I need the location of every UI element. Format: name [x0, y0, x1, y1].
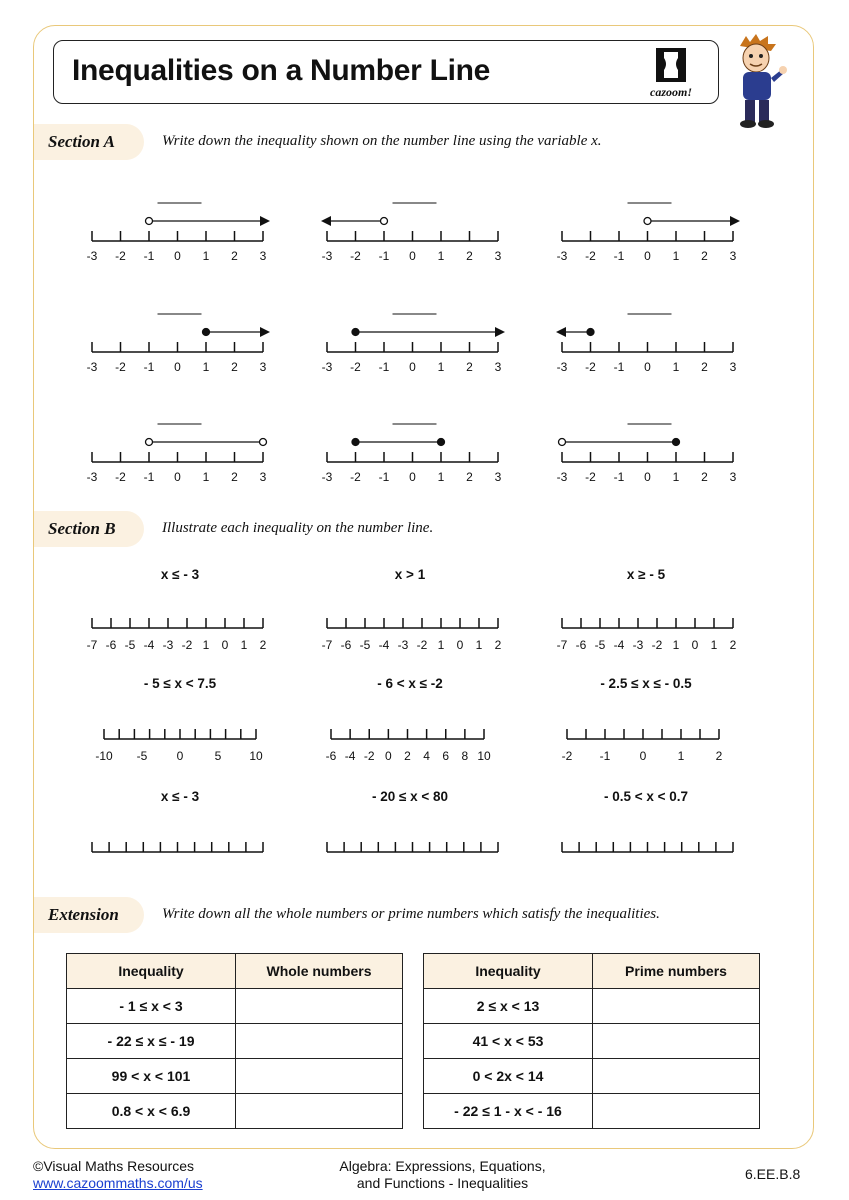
- number-line-tick-label: 0: [174, 470, 181, 484]
- number-line-tick-label: 1: [240, 638, 248, 652]
- number-line-tick-label: 0: [644, 249, 651, 263]
- number-line-tick-label: 3: [494, 360, 502, 374]
- number-line-tick-label: 2: [231, 360, 238, 374]
- number-line-tick-label: 2: [701, 470, 708, 484]
- number-line-tick-label: 0: [174, 249, 181, 263]
- number-line-tick-label: -2: [585, 470, 596, 484]
- number-line-tick-label: -3: [556, 360, 568, 374]
- number-line-tick-label: 2: [231, 249, 238, 263]
- number-line-tick-label: -6: [575, 638, 587, 652]
- number-line-tick-label: -5: [359, 638, 371, 652]
- number-line-tick-label: -3: [321, 360, 333, 374]
- number-line-tick-label: -2: [181, 638, 193, 652]
- number-line-tick-label: -3: [86, 360, 98, 374]
- closed-circle-icon: [352, 439, 359, 446]
- number-line-tick-label: 1: [672, 470, 680, 484]
- number-line-tick-label: -7: [321, 638, 333, 652]
- extension-label: Extension: [48, 905, 119, 924]
- number-line-tick-label: 1: [672, 249, 680, 263]
- arrow-right-icon: [260, 327, 270, 337]
- table-header: Whole numbers: [236, 954, 403, 989]
- number-line-tick-label: 0: [644, 360, 651, 374]
- number-line-tick-label: 3: [259, 360, 267, 374]
- closed-circle-icon: [673, 439, 680, 446]
- number-line-tick-label: 1: [437, 249, 445, 263]
- number-line-tick-label: -7: [86, 638, 98, 652]
- number-line-tick-label: -3: [556, 470, 568, 484]
- number-line-tick-label: -4: [613, 638, 625, 652]
- number-line-tick-label: 4: [423, 749, 430, 763]
- number-line-tick-label: -3: [86, 470, 98, 484]
- number-line-tick-label: -3: [321, 470, 333, 484]
- number-line-tick-label: 6: [442, 749, 450, 763]
- extension-instruction: Write down all the whole numbers or prime numbers which satisfy the inequalities.: [162, 906, 660, 922]
- number-line-tick-label: 2: [404, 749, 411, 763]
- number-line-tick-label: -7: [556, 638, 568, 652]
- number-line-tick-label: -2: [115, 360, 126, 374]
- open-circle-icon: [559, 439, 566, 446]
- number-line-tick-label: 1: [437, 470, 445, 484]
- number-line-tick-label: -2: [363, 749, 375, 763]
- open-circle-icon: [381, 218, 388, 225]
- number-line-tick-label: 3: [259, 249, 267, 263]
- closed-circle-icon: [587, 329, 594, 336]
- footer-topic-line1: Algebra: Expressions, Equations,: [339, 1158, 546, 1174]
- page-title: Inequalities on a Number Line: [72, 54, 491, 87]
- number-line-tick-label: 0: [409, 249, 416, 263]
- number-line-tick-label: 0: [174, 360, 181, 374]
- open-circle-icon: [260, 439, 267, 446]
- number-line-tick-label: 2: [466, 360, 473, 374]
- inequality-cell: 99 < x < 101: [67, 1059, 236, 1094]
- table-header: Prime numbers: [593, 954, 760, 989]
- number-line-tick-label: 5: [214, 749, 222, 763]
- number-line-tick-label: 0: [176, 749, 184, 763]
- number-line-tick-label: -5: [136, 749, 148, 763]
- number-line-tick-label: -1: [143, 249, 155, 263]
- number-line-tick-label: -2: [115, 249, 126, 263]
- inequality-cell: - 1 ≤ x < 3: [67, 989, 236, 1024]
- number-line-tick-label: 3: [729, 249, 737, 263]
- number-line-tick-label: -3: [556, 249, 568, 263]
- number-line-tick-label: 1: [475, 638, 483, 652]
- number-line-tick-label: 2: [701, 360, 708, 374]
- number-line-tick-label: 3: [729, 360, 737, 374]
- number-line-tick-label: -5: [594, 638, 606, 652]
- inequality-cell: 41 < x < 53: [424, 1024, 593, 1059]
- number-line-tick-label: 3: [259, 470, 267, 484]
- number-line-tick-label: 0: [409, 470, 416, 484]
- number-line-tick-label: -6: [340, 638, 352, 652]
- section-b-inequality-3: x ≥ - 5: [626, 567, 666, 582]
- footer-copyright: ©Visual Maths Resources: [33, 1158, 195, 1174]
- number-line-tick-label: 0: [456, 638, 464, 652]
- closed-circle-icon: [438, 439, 445, 446]
- number-line-tick-label: -2: [350, 360, 361, 374]
- number-line-tick-label: 2: [259, 638, 267, 652]
- number-line-tick-label: 0: [639, 749, 647, 763]
- number-line-tick-label: -3: [321, 249, 333, 263]
- number-line-tick-label: -1: [378, 470, 390, 484]
- arrow-right-icon: [730, 216, 740, 226]
- number-line-tick-label: -1: [613, 249, 625, 263]
- footer-standard-code: 6.EE.B.8: [745, 1166, 801, 1182]
- number-line-tick-label: 10: [477, 749, 491, 763]
- section-b-inequality-7: x ≤ - 3: [160, 789, 200, 804]
- number-line-tick-label: -3: [86, 249, 98, 263]
- section-b-inequality-1: x ≤ - 3: [160, 567, 200, 582]
- number-line-tick-label: 3: [729, 470, 737, 484]
- number-line-tick-label: -4: [143, 638, 155, 652]
- closed-circle-icon: [352, 329, 359, 336]
- number-line-tick-label: 3: [494, 249, 502, 263]
- number-line-tick-label: 1: [672, 360, 680, 374]
- number-line-tick-label: 1: [437, 360, 445, 374]
- number-line-tick-label: 1: [202, 249, 210, 263]
- number-line-tick-label: -2: [585, 249, 596, 263]
- number-line-tick-label: 2: [715, 749, 723, 763]
- number-line-tick-label: -3: [632, 638, 644, 652]
- closed-circle-icon: [203, 329, 210, 336]
- number-line-tick-label: 3: [494, 470, 502, 484]
- number-line-tick-label: 8: [461, 749, 469, 763]
- inequality-cell: - 22 ≤ x ≤ - 19: [67, 1024, 236, 1059]
- arrow-right-icon: [260, 216, 270, 226]
- table-header: Inequality: [424, 954, 593, 989]
- inequality-cell: 2 ≤ x < 13: [424, 989, 593, 1024]
- number-line-tick-label: -6: [325, 749, 337, 763]
- number-line-tick-label: 2: [466, 470, 473, 484]
- number-line-tick-label: -2: [350, 470, 361, 484]
- number-line-tick-label: 1: [202, 470, 210, 484]
- number-line-tick-label: 2: [466, 249, 473, 263]
- open-circle-icon: [146, 218, 153, 225]
- section-b-inequality-4: - 5 ≤ x < 7.5: [143, 676, 217, 691]
- number-line-tick-label: 10: [249, 749, 263, 763]
- inequality-cell: 0 < 2x < 14: [424, 1059, 593, 1094]
- arrow-right-icon: [495, 327, 505, 337]
- number-line-tick-label: -10: [95, 749, 113, 763]
- number-line-tick-label: 2: [729, 638, 737, 652]
- section-b-inequality-5: - 6 < x ≤ -2: [377, 676, 443, 691]
- section-b-label: Section B: [48, 519, 116, 538]
- footer-url-link[interactable]: www.cazoommaths.com/us: [33, 1175, 203, 1191]
- number-line-tick-label: 1: [202, 360, 210, 374]
- table-header: Inequality: [67, 954, 236, 989]
- number-line-tick-label: -2: [561, 749, 573, 763]
- section-b-inequality-2: x > 1: [394, 567, 426, 582]
- section-b-inequality-6: - 2.5 ≤ x ≤ - 0.5: [600, 676, 692, 691]
- number-line-tick-label: 2: [494, 638, 502, 652]
- number-line-tick-label: -6: [105, 638, 117, 652]
- number-line-tick-label: -4: [378, 638, 390, 652]
- section-a-instruction: Write down the inequality shown on the number line using the variable x.: [162, 133, 602, 149]
- number-line-tick-label: -1: [143, 360, 155, 374]
- number-line-tick-label: 0: [691, 638, 699, 652]
- number-line-tick-label: -1: [613, 360, 625, 374]
- number-line-tick-label: -2: [350, 249, 361, 263]
- arrow-left-icon: [556, 327, 566, 337]
- logo-text: cazoom!: [650, 85, 692, 99]
- number-line-tick-label: 0: [221, 638, 229, 652]
- number-line-tick-label: -2: [585, 360, 596, 374]
- number-line-tick-label: -1: [599, 749, 611, 763]
- number-line-tick-label: 1: [672, 638, 680, 652]
- number-line-tick-label: -1: [378, 360, 390, 374]
- section-b-inequality-9: - 0.5 < x < 0.7: [603, 789, 689, 804]
- number-line-tick-label: 1: [202, 638, 210, 652]
- number-line-tick-label: 0: [385, 749, 392, 763]
- section-a-label: Section A: [48, 132, 115, 151]
- number-line-tick-label: 2: [701, 249, 708, 263]
- number-line-tick-label: -4: [344, 749, 356, 763]
- number-line-tick-label: 1: [710, 638, 718, 652]
- number-line-tick-label: 1: [437, 638, 445, 652]
- number-line-tick-label: -3: [162, 638, 174, 652]
- number-line-tick-label: -3: [397, 638, 409, 652]
- section-b-inequality-8: - 20 ≤ x < 80: [371, 789, 449, 804]
- number-line-tick-label: -2: [651, 638, 663, 652]
- number-line-tick-label: 1: [677, 749, 685, 763]
- number-line-tick-label: -1: [378, 249, 390, 263]
- number-line-tick-label: 0: [644, 470, 651, 484]
- number-line-tick-label: -5: [124, 638, 136, 652]
- number-line-tick-label: -2: [115, 470, 126, 484]
- open-circle-icon: [644, 218, 651, 225]
- arrow-left-icon: [321, 216, 331, 226]
- number-line-tick-label: -1: [143, 470, 155, 484]
- footer-topic-line2: and Functions - Inequalities: [356, 1175, 529, 1191]
- inequality-cell: 0.8 < x < 6.9: [67, 1094, 236, 1129]
- number-line-tick-label: -1: [613, 470, 625, 484]
- number-line-tick-label: -2: [416, 638, 428, 652]
- section-b-instruction: Illustrate each inequality on the number line.: [162, 520, 434, 536]
- inequality-cell: - 22 ≤ 1 - x < - 16: [424, 1094, 593, 1129]
- open-circle-icon: [146, 439, 153, 446]
- number-line-tick-label: 0: [409, 360, 416, 374]
- number-line-tick-label: 2: [231, 470, 238, 484]
